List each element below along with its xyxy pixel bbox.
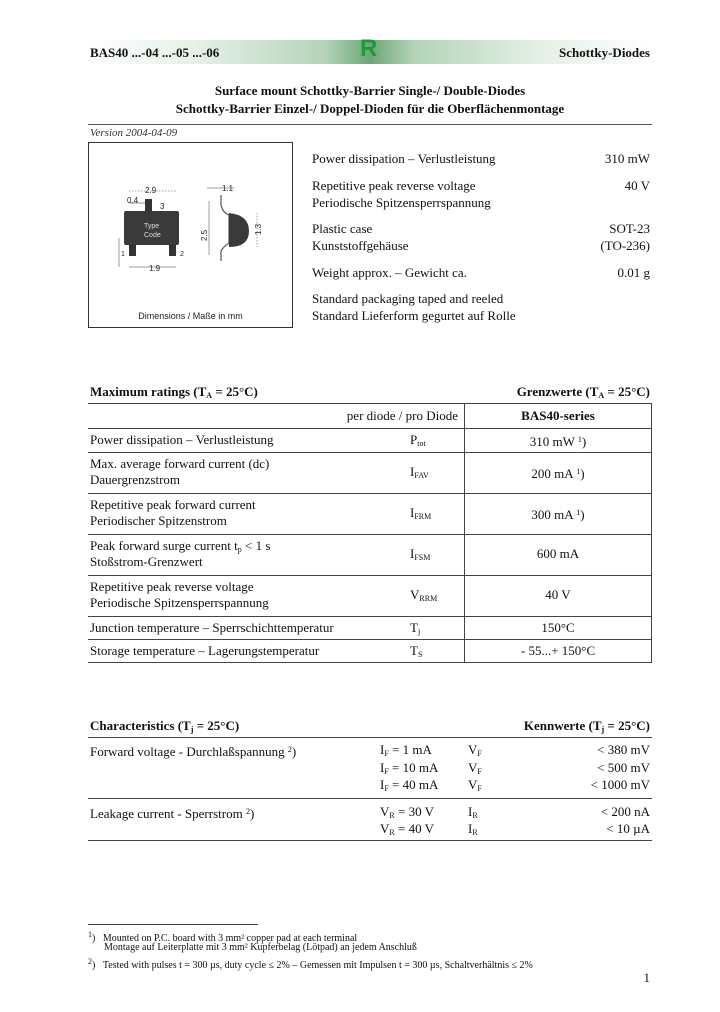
max-ratings-heading: Maximum ratings $(T_A = 25^\circ C)$	[90, 384, 258, 400]
marking-type: Type	[144, 223, 160, 230]
fwd-sym-3: $V_F$	[468, 777, 482, 793]
spec-weight-label: Weight approx. – Gewicht ca.	[312, 265, 467, 280]
spec-case-label-en: Plastic case	[312, 221, 373, 236]
leakage-current-label: Leakage current - Sperrstrom $^2$)	[90, 806, 255, 821]
rating-ifrm-label-en: Repetitive peak forward current	[90, 497, 256, 512]
footnote-1-en: $^1$) Mounted on P.C. board with 3 mm² copper pad at each terminal	[88, 930, 358, 944]
title-german: Schottky-Barrier Einzel-/ Doppel-Dioden für die Oberflächenmontage	[175, 101, 565, 116]
version-label: Version 2004-04-09	[90, 127, 178, 139]
pin-3-label: 3	[160, 202, 165, 211]
version-divider	[88, 124, 652, 125]
rating-tj-value: 150°C	[541, 620, 575, 635]
rating-power-symbol: $P_{tot}$	[410, 432, 426, 448]
spec-packaging-de: Standard Lieferform gegurtet auf Rolle	[312, 308, 516, 323]
footnote-1-de: Montage auf Leiterplatte mit 3 mm² Kupferbelag (Lötpad) an jedem Anschluß	[104, 942, 417, 953]
pin-1	[129, 244, 136, 256]
rating-ifav-value: 200 mA $^1$)	[531, 466, 585, 481]
rating-ts-label: Storage temperature – Lagerungstemperatur	[90, 643, 320, 658]
rating-vrrm-value: 40 V	[545, 587, 571, 602]
pin-1-label: 1	[121, 251, 125, 258]
spec-power-label: Power dissipation – Verlustleistung	[312, 151, 496, 166]
spec-case-label-de: Kunststoffgehäuse	[312, 238, 409, 253]
rating-ifrm-value: 300 mA $^1$)	[531, 507, 585, 522]
spec-vrrm-label-de: Periodische Spitzensperrspannung	[312, 195, 491, 210]
fwd-val-2: < 500 mV	[597, 760, 650, 775]
fwd-cond-1: $I_F = 1$ mA	[380, 742, 432, 758]
pin-2	[169, 244, 176, 256]
characteristics-heading: Characteristics $(T_j = 25^\circ C)$	[90, 718, 240, 734]
fwd-cond-3: $I_F = 40$ mA	[380, 777, 439, 793]
leak-val-1: < 200 nA	[600, 804, 650, 819]
rating-ifrm-label-de: Periodischer Spitzenstrom	[90, 513, 227, 528]
spec-packaging-en: Standard packaging taped and reeled	[312, 291, 504, 306]
leak-sym-2: $I_R$	[468, 821, 478, 837]
rating-power-label: Power dissipation – Verlustleistung	[90, 432, 274, 447]
fwd-val-3: < 1000 mV	[590, 777, 650, 792]
fwd-sym-2: $V_F$	[468, 760, 482, 776]
col-header-per-diode: per diode / pro Diode	[346, 408, 458, 423]
rating-vrrm-label-en: Repetitive peak reverse voltage	[90, 579, 254, 594]
leak-sym-1: $I_R$	[468, 804, 478, 820]
kennwerte-heading: Kennwerte $(T_j = 25^\circ C)$	[523, 718, 650, 734]
rating-ifsm-symbol: $I_{FSM}$	[410, 546, 431, 562]
spec-case-value: SOT-23	[609, 221, 650, 236]
dimensions-caption: Dimensions / Maße in mm	[138, 311, 243, 321]
rating-ifrm-symbol: $I_{FRM}$	[410, 505, 432, 521]
rating-ts-symbol: $T_S$	[410, 643, 423, 659]
brand-logo: R	[360, 35, 378, 62]
rating-tj-symbol: $T_j$	[410, 620, 421, 636]
forward-voltage-label: Forward voltage - Durchlaßspannung $^2$)	[90, 744, 297, 759]
rating-ifav-symbol: $I_{FAV}$	[410, 464, 429, 480]
dim-width: 2.9	[145, 186, 157, 195]
leak-val-2: < 10 µA	[606, 821, 650, 836]
leak-cond-1: $V_R = 30$ V	[380, 804, 434, 820]
dim-pitch: 1.9	[149, 264, 161, 273]
rating-ifav-label-en: Max. average forward current (dc)	[90, 456, 270, 471]
rating-ts-value: - 55...+ 150°C	[520, 643, 596, 658]
rating-ifsm-label-en: Peak forward surge current $t_p < 1$ s	[90, 538, 271, 554]
leak-cond-2: $V_R = 40$ V	[380, 821, 434, 837]
pin-2-label: 2	[180, 251, 184, 258]
footnote-divider	[88, 924, 258, 925]
rating-vrrm-label-de: Periodische Spitzensperrspannung	[90, 595, 269, 610]
rating-tj-label: Junction temperature – Sperrschichttemperatur	[90, 620, 334, 635]
rating-ifsm-label-de: Stoßstrom-Grenzwert	[90, 554, 203, 569]
title-english: Surface mount Schottky-Barrier Single-/ Double-Diodes	[214, 83, 526, 98]
spec-weight-value: 0.01 g	[617, 265, 650, 280]
dim-height: 1.1	[222, 184, 234, 193]
col-header-series: BAS40-series	[521, 408, 595, 423]
grenzwerte-heading: Grenzwerte $(T_A = 25^\circ C)$	[516, 384, 650, 400]
dim-side-length: 2.5	[200, 229, 209, 241]
rating-power-value: 310 mW $^1$)	[529, 434, 587, 449]
product-category-header: Schottky-Diodes	[558, 45, 650, 60]
marking-code: Code	[144, 232, 161, 239]
pin-3	[145, 199, 152, 213]
side-view-body	[229, 213, 249, 247]
sot23-outline-figure	[89, 143, 292, 327]
part-number-header: BAS40 ...-04 ...-05 ...-06	[90, 45, 220, 60]
fwd-cond-2: $I_F = 10$ mA	[380, 760, 439, 776]
fwd-sym-1: $V_F$	[468, 742, 482, 758]
package-drawing	[88, 142, 293, 328]
rating-ifsm-value: 600 mA	[536, 546, 580, 561]
dim-body-height: 1.3	[254, 223, 263, 235]
footnote-2: $^2$) Tested with pulses t = 300 µs, duty cycle ≤ 2% – Gemessen mit Impulsen t = 300 µs, Schaltverhältnis ≤ 2%	[88, 957, 533, 971]
rating-vrrm-symbol: $V_{RRM}$	[410, 587, 438, 603]
spec-case-value-alt: (TO-236)	[600, 238, 650, 253]
spec-power-value: 310 mW	[604, 151, 650, 166]
page-number: 1	[643, 970, 650, 985]
rating-ifav-label-de: Dauergrenzstrom	[90, 472, 181, 487]
spec-vrrm-label-en: Repetitive peak reverse voltage	[312, 178, 476, 193]
fwd-val-1: < 380 mV	[597, 742, 650, 757]
dim-pin-width: 0.4	[127, 196, 139, 205]
spec-vrrm-value: 40 V	[624, 178, 650, 193]
